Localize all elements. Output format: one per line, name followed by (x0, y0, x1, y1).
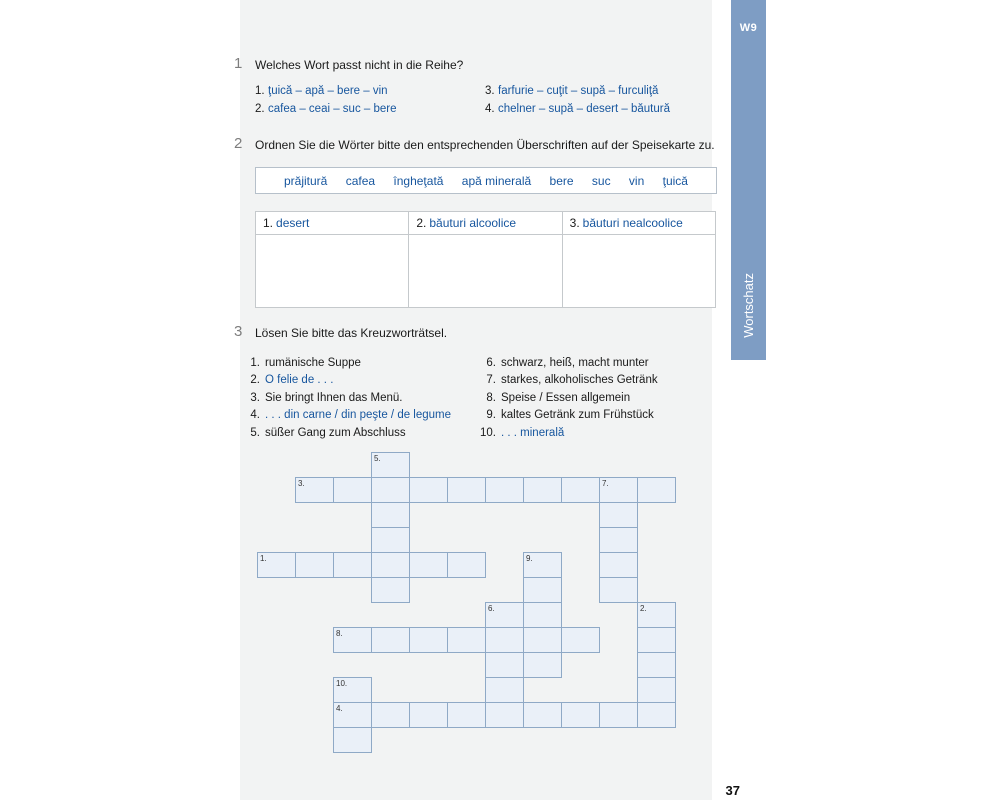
crossword-cell (599, 577, 638, 603)
crossword-cell (333, 552, 372, 578)
clue-number: 5. (250, 427, 260, 439)
crossword-cell (257, 552, 296, 578)
crossword-cell (637, 652, 676, 678)
chapter-code: W9 (739, 22, 758, 34)
crossword-cell (371, 502, 410, 528)
clue-text: Speise / Essen allgemein (501, 392, 631, 404)
word-bank (255, 167, 717, 194)
crossword-cell (485, 477, 524, 503)
exercise1-item (485, 85, 658, 97)
crossword-cell (295, 477, 334, 503)
clue-number: 10. (480, 427, 496, 439)
crossword-cell (599, 527, 638, 553)
table-header (563, 212, 715, 235)
crossword-cell (523, 477, 562, 503)
crossword-cell (485, 602, 524, 628)
crossword-cell (409, 552, 448, 578)
crossword-clue-number: 8. (336, 629, 343, 638)
crossword-cell (523, 577, 562, 603)
crossword-cell (523, 652, 562, 678)
clue-text: . . . minerală (501, 427, 565, 439)
crossword-clue-number: 3. (298, 479, 305, 488)
exercise1-item (485, 103, 670, 115)
table-header-number: 1. (263, 216, 274, 230)
chapter-label: Wortschatz (741, 272, 756, 338)
clue-text: süßer Gang zum Abschluss (265, 427, 406, 439)
exercise1-title: Welches Wort passt nicht in die Reihe? (255, 58, 464, 72)
table-column-alcoolice (409, 212, 562, 307)
clue-number: 8. (486, 392, 496, 404)
table-header (256, 212, 408, 235)
crossword-cell (333, 727, 372, 753)
item-number: 1. (255, 85, 265, 97)
crossword-clue-number: 10. (336, 679, 348, 688)
crossword-clue (478, 357, 649, 369)
crossword-cell (599, 702, 638, 728)
crossword-clue-number: 2. (640, 604, 647, 613)
crossword-cell (485, 702, 524, 728)
crossword-cell (371, 627, 410, 653)
crossword-cell (561, 702, 600, 728)
crossword-clue (478, 392, 630, 404)
word-bank-word: prăjitură (284, 173, 328, 188)
clue-text: schwarz, heiß, macht munter (501, 357, 649, 369)
page-number: 37 (725, 783, 740, 798)
exercise2-title: Ordnen Sie die Wörter bitte den entsprechenden Überschriften auf der Speisekarte zu. (255, 138, 715, 152)
crossword-cell (637, 627, 676, 653)
crossword-clue-number: 5. (374, 454, 381, 463)
crossword-cell (409, 627, 448, 653)
word-bank-word: suc (591, 173, 611, 188)
word-bank-word: ţuică (662, 173, 688, 188)
word-bank-word: bere (549, 173, 574, 188)
exercise1-number: 1 (234, 55, 243, 72)
item-text: chelner – supă – desert – băutură (498, 103, 670, 115)
crossword-cell (485, 627, 524, 653)
crossword-cell (371, 577, 410, 603)
crossword-cell (485, 677, 524, 703)
crossword-cell (447, 627, 486, 653)
crossword-cell (523, 602, 562, 628)
table-answer-area (409, 235, 561, 307)
clue-number: 7. (486, 374, 496, 386)
item-text: ţuică – apă – bere – vin (268, 85, 388, 97)
clue-text: starkes, alkoholisches Getränk (501, 374, 658, 386)
category-table (255, 211, 716, 308)
table-answer-area (563, 235, 715, 307)
table-header-number: 3. (569, 216, 580, 230)
item-number: 2. (255, 103, 265, 115)
crossword-cell (599, 502, 638, 528)
crossword-cell (561, 627, 600, 653)
crossword-clue-number: 4. (336, 704, 343, 713)
crossword-cell (409, 477, 448, 503)
crossword-cell (333, 702, 372, 728)
exercise2-number: 2 (234, 135, 243, 152)
crossword-cell (637, 602, 676, 628)
exercise1-item (255, 103, 397, 115)
table-header (409, 212, 561, 235)
crossword-clue (478, 427, 564, 439)
item-number: 3. (485, 85, 495, 97)
crossword-cell (371, 527, 410, 553)
clue-text: O felie de . . . (265, 374, 334, 386)
crossword-clue (478, 409, 654, 421)
crossword-clue-number: 7. (602, 479, 609, 488)
table-header-label: băuturi nealcoolice (582, 216, 683, 230)
clue-number: 1. (250, 357, 260, 369)
crossword-cell (599, 552, 638, 578)
word-bank-word: vin (628, 173, 645, 188)
crossword-clue-number: 1. (260, 554, 267, 563)
exercise3-title: Lösen Sie bitte das Kreuzworträtsel. (255, 326, 448, 340)
crossword-cell (447, 702, 486, 728)
table-header-label: băuturi alcoolice (429, 216, 517, 230)
crossword-cell (523, 702, 562, 728)
crossword-cell (371, 702, 410, 728)
clue-text: rumänische Suppe (265, 357, 361, 369)
crossword-clue (248, 357, 361, 369)
crossword-cell (371, 452, 410, 478)
clue-text: kaltes Getränk zum Frühstück (501, 409, 654, 421)
clue-number: 9. (486, 409, 496, 421)
table-column-nealcoolice (563, 212, 715, 307)
crossword-clue (478, 374, 658, 386)
crossword-clue-number: 6. (488, 604, 495, 613)
table-header-label: desert (276, 216, 310, 230)
crossword-cell (637, 702, 676, 728)
word-bank-word: apă minerală (461, 173, 532, 188)
crossword-cell (409, 702, 448, 728)
table-header-number: 2. (416, 216, 427, 230)
word-bank-word: cafea (345, 173, 376, 188)
crossword-cell (333, 627, 372, 653)
clue-number: 2. (250, 374, 260, 386)
table-column-desert (256, 212, 409, 307)
clue-number: 3. (250, 392, 260, 404)
item-text: cafea – ceai – suc – bere (268, 103, 397, 115)
crossword-clue (248, 409, 451, 421)
crossword-cell (371, 477, 410, 503)
crossword-cell (371, 552, 410, 578)
crossword-cell (637, 477, 676, 503)
chapter-side-tab (731, 0, 766, 360)
clue-text: Sie bringt Ihnen das Menü. (265, 392, 403, 404)
chapter-label-wrap (731, 260, 766, 350)
exercise1-item (255, 85, 388, 97)
crossword-cell (599, 477, 638, 503)
clue-number: 6. (486, 357, 496, 369)
exercise3-number: 3 (234, 323, 243, 340)
crossword-clue (248, 427, 406, 439)
crossword-cell (447, 552, 486, 578)
crossword-cell (333, 677, 372, 703)
crossword-cell (523, 552, 562, 578)
crossword-cell (523, 627, 562, 653)
item-number: 4. (485, 103, 495, 115)
crossword-cell (295, 552, 334, 578)
clue-text: . . . din carne / din peşte / de legume (265, 409, 452, 421)
crossword-clue-number: 9. (526, 554, 533, 563)
item-text: farfurie – cuţit – supă – furculiţă (498, 85, 659, 97)
crossword-cell (561, 477, 600, 503)
word-bank-word: îngheţată (393, 173, 444, 188)
table-answer-area (256, 235, 408, 307)
clue-number: 4. (250, 409, 260, 421)
crossword-cell (447, 477, 486, 503)
crossword-cell (485, 652, 524, 678)
crossword-cell (333, 477, 372, 503)
crossword-clue (248, 374, 333, 386)
crossword-grid (257, 452, 677, 754)
crossword-clue (248, 392, 402, 404)
crossword-cell (637, 677, 676, 703)
